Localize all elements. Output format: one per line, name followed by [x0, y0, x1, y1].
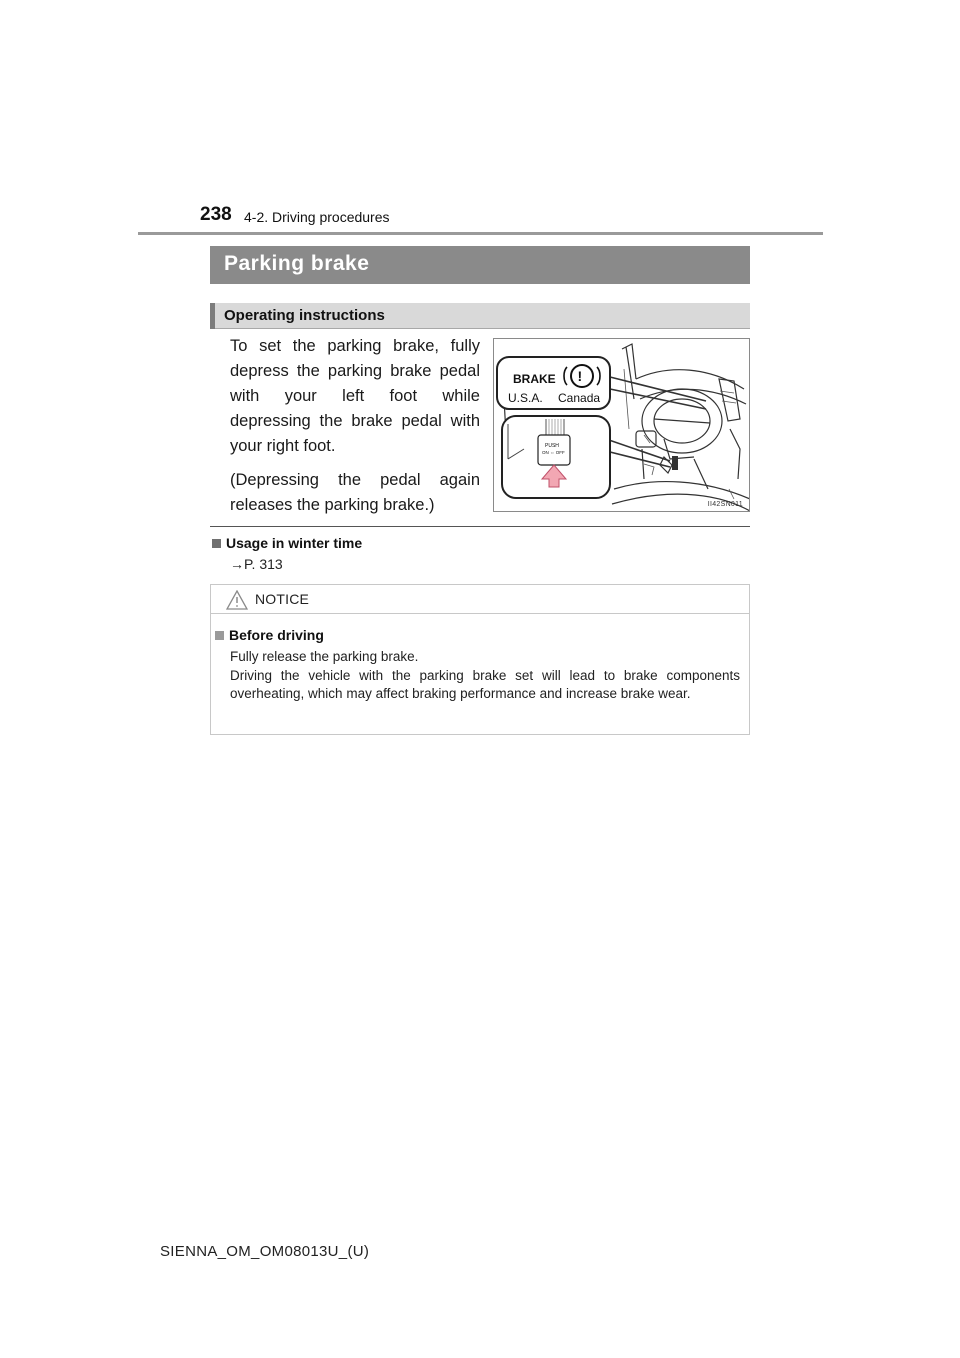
notice-box [210, 584, 750, 735]
subsection-bar [210, 303, 750, 329]
usage-heading [212, 535, 362, 551]
divider-rule [210, 526, 750, 527]
notice-label: NOTICE [255, 591, 310, 607]
pedal-push-text: PUSH [545, 443, 559, 449]
dashboard-illustration [494, 339, 750, 512]
label-canada: Canada [558, 391, 601, 405]
notice-line: Driving the vehicle with the parking brake set will lead to brake components overheating, which may affect braking performance and increase brake wear. [230, 667, 740, 701]
label-usa: U.S.A. [508, 391, 543, 405]
usage-heading-text: Usage in winter time [226, 535, 363, 551]
page-reference-link[interactable]: →P. 313 [230, 556, 283, 572]
instructions-text [230, 334, 480, 527]
parking-brake-figure [493, 338, 750, 512]
notice-line: Fully release the parking brake. [230, 649, 419, 664]
header-rule [138, 232, 823, 235]
notice-heading-text: Before driving [229, 627, 324, 643]
notice-body [230, 648, 740, 704]
page-number: 238 [200, 204, 232, 225]
notice-header [211, 585, 749, 614]
page-title: Parking brake [224, 252, 370, 275]
pedal-onoff-text: ON ⇔ OFF [542, 450, 565, 455]
section-label: 4-2. Driving procedures [244, 209, 390, 225]
bullet-square-icon [212, 539, 221, 548]
brake-indicator-text: BRAKE [513, 372, 556, 386]
bullet-square-icon [215, 631, 224, 640]
warning-triangle-icon [226, 590, 248, 610]
title-bar [210, 246, 750, 284]
figure-code: II42SN011 [707, 501, 743, 508]
pedal-target [672, 456, 678, 470]
notice-heading [215, 627, 324, 643]
subsection-title: Operating instructions [224, 307, 385, 324]
subsection-accent [210, 303, 215, 329]
document-footer-code: SIENNA_OM_OM08013U_(U) [160, 1243, 370, 1260]
svg-text:!: ! [577, 368, 583, 384]
instruction-paragraph: To set the parking brake, fully depress the parking brake pedal with your left foot while depressing the brake pedal with your right foot. [230, 337, 480, 455]
instruction-paragraph-release: (Depressing the pedal again releases the parking brake.) [230, 471, 480, 514]
